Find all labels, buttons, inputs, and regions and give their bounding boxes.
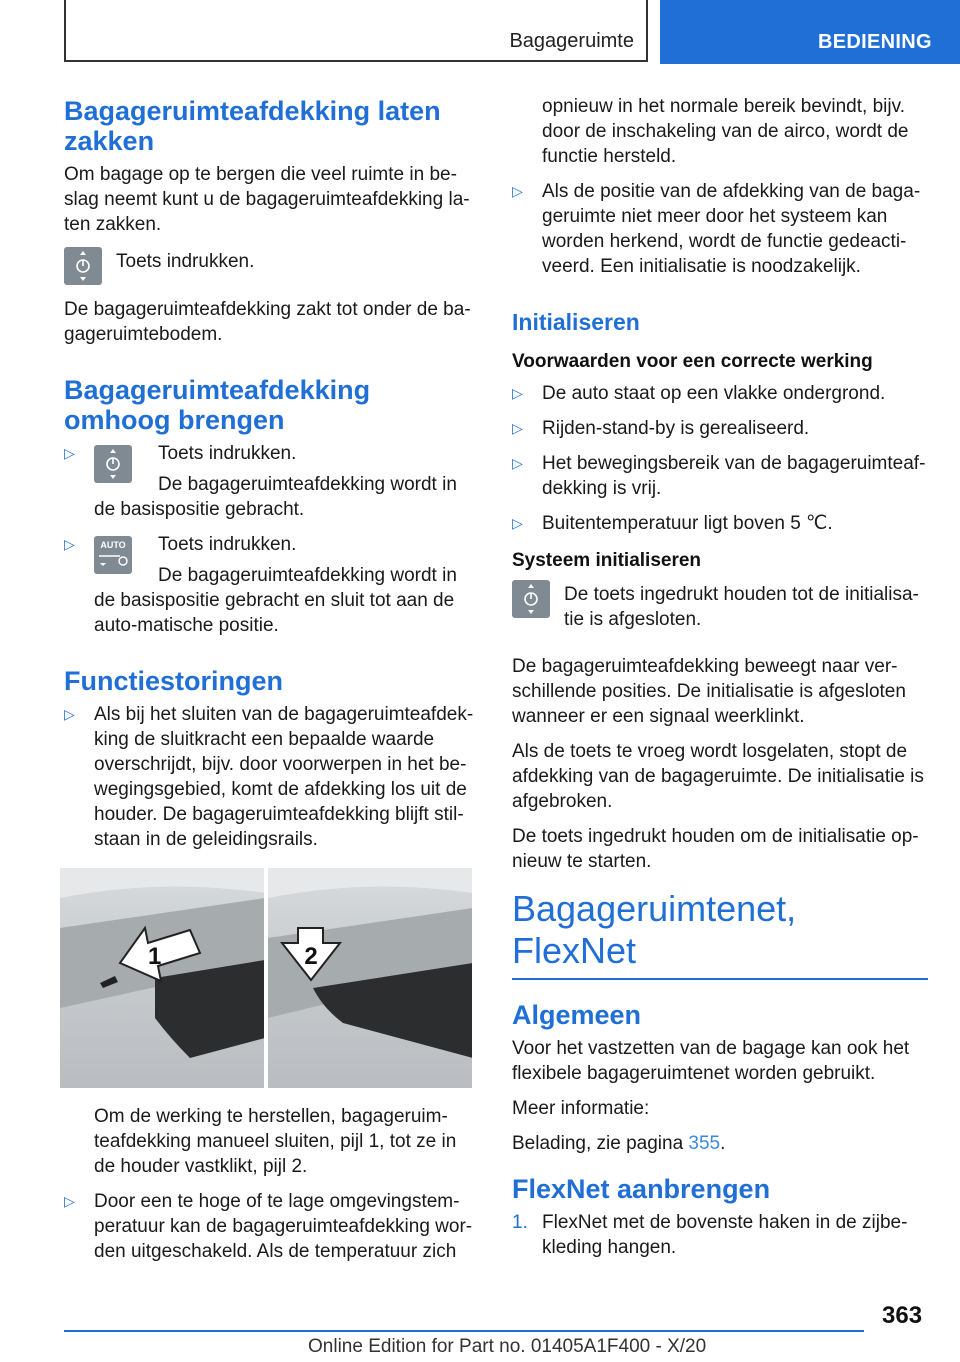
list-item-text: Rijden-stand-by is gerealiseerd. bbox=[542, 418, 810, 439]
paragraph: De bagageruimteafdekking zakt tot onder de ba-gageruimtebodem. bbox=[64, 299, 471, 345]
list-item bbox=[64, 702, 476, 852]
list-item-text: FlexNet met de bovenste haken in de zijbe-kleding hangen. bbox=[542, 1212, 908, 1258]
list-item-text: Buitentemperatuur ligt boven 5 ℃. bbox=[542, 513, 833, 534]
list-item bbox=[512, 451, 928, 501]
paragraph: De toets ingedrukt houden om de initialisatie op-nieuw te starten. bbox=[512, 826, 919, 872]
bullet-triangle-icon: ▷ bbox=[64, 1193, 75, 1209]
cover-button-icon bbox=[64, 247, 102, 285]
heading-lower-cover: Bagageruimteafdekking laten zakken bbox=[64, 96, 441, 156]
list-item-text: Toets indrukken. bbox=[158, 534, 297, 555]
bullet-triangle-icon: ▷ bbox=[64, 536, 75, 552]
reference-text: Belading, zie pagina bbox=[512, 1133, 689, 1154]
reference-suffix: . bbox=[720, 1133, 726, 1154]
bullet-triangle-icon: ▷ bbox=[512, 420, 523, 436]
subheading-initialize-system: Systeem initialiseren bbox=[512, 550, 702, 571]
list-item-text: Het bewegingsbereik van de bagageruimteaf-dekking is vrij. bbox=[542, 453, 926, 499]
list-item bbox=[512, 381, 928, 406]
arrow-label-2: 2 bbox=[304, 943, 318, 970]
right-column bbox=[512, 94, 928, 1270]
header-chapter-tab bbox=[660, 0, 960, 64]
list-item-text: Toets indrukken. bbox=[158, 443, 297, 464]
paragraph: Om bagage op te bergen die veel ruimte in be-slag neemt kunt u de bagageruimteafdekking la-ten zakken. bbox=[64, 164, 470, 235]
icon-instruction bbox=[512, 580, 928, 642]
illustration-cover-holder bbox=[60, 868, 472, 1088]
list-item bbox=[512, 416, 928, 441]
cover-button-icon bbox=[512, 580, 550, 618]
cover-button-icon bbox=[94, 445, 132, 483]
list-item-text: De auto staat op een vlakke ondergrond. bbox=[542, 383, 886, 404]
photo-arrow-2 bbox=[268, 868, 472, 1088]
auto-button-icon bbox=[94, 536, 132, 574]
paragraph: Als de toets te vroeg wordt losgelaten, stopt de afdekking van de bagageruimte. De initialisatie is afgebroken. bbox=[512, 741, 924, 812]
heading-general: Algemeen bbox=[512, 1000, 642, 1030]
list-item bbox=[64, 532, 476, 638]
list-item-text: Als bij het sluiten van de bagageruimteafdek-king de sluitkracht een bepaalde waarde overschrijdt, bijv. door voorwerpen in het be-wegingsgebied, komt de afdekking los uit de houder. De bagageruimteafdekking blijft stil-staan in de geleidingsrails. bbox=[94, 704, 474, 850]
bullet-triangle-icon: ▷ bbox=[512, 515, 523, 531]
heading-initialize: Initialiseren bbox=[512, 309, 640, 335]
paragraph-reference bbox=[512, 1131, 928, 1156]
header-box bbox=[64, 0, 648, 62]
page-number: 363 bbox=[882, 1302, 923, 1329]
bullet-triangle-icon: ▷ bbox=[512, 385, 523, 401]
paragraph: Om de werking te herstellen, bagageruim-teafdekking manueel sluiten, pijl 1, tot ze in de houder vastklikt, pijl 2. bbox=[94, 1106, 457, 1177]
paragraph: De bagageruimteafdekking beweegt naar ver-schillende posities. De initialisatie is afgesloten wanneer er een signaal weerklinkt. bbox=[512, 656, 906, 727]
footer-edition: Online Edition for Part no. 01405A1F400 - X/20 bbox=[308, 1336, 707, 1357]
arrow-label-1: 1 bbox=[148, 943, 162, 970]
list-item bbox=[512, 511, 928, 536]
bullet-triangle-icon: ▷ bbox=[512, 455, 523, 471]
list-item bbox=[64, 441, 476, 522]
heading-malfunctions: Functiestoringen bbox=[64, 666, 284, 696]
list-item-text: De bagageruimteafdekking wordt in de basispositie gebracht en sluit tot aan de auto-matische positie. bbox=[94, 565, 457, 636]
photo-arrow-1 bbox=[60, 868, 264, 1088]
list-item bbox=[512, 179, 928, 279]
left-column bbox=[64, 96, 476, 1274]
icon-instruction-text: De toets ingedrukt houden tot de initialisa-tie is afgesloten. bbox=[564, 584, 919, 630]
footer-divider bbox=[64, 1330, 864, 1332]
bullet-triangle-icon: ▷ bbox=[512, 183, 523, 199]
header-section-title: Bagageruimte bbox=[509, 30, 634, 52]
list-item-text: Door een te hoge of te lage omgevingstem-peratuur kan de bagageruimteafdekking wor-den uitgeschakeld. Als de temperatuur zich bbox=[94, 1191, 473, 1262]
paragraph: opnieuw in het normale bereik bevindt, bijv. door de inschakeling van de airco, wordt de functie hersteld. bbox=[542, 96, 909, 167]
step-number: 1. bbox=[512, 1212, 528, 1233]
bullet-triangle-icon: ▷ bbox=[64, 445, 75, 461]
heading-flexnet-install: FlexNet aanbrengen bbox=[512, 1174, 771, 1204]
paragraph: Voor het vastzetten van de bagage kan ook het flexibele bagageruimtenet worden gebruikt. bbox=[512, 1038, 910, 1084]
heading-raise-cover: Bagageruimteafdekking omhoog brengen bbox=[64, 375, 371, 435]
paragraph: Meer informatie: bbox=[512, 1098, 650, 1119]
auto-button-label: AUTO bbox=[100, 540, 126, 550]
page-link[interactable]: 355 bbox=[688, 1133, 721, 1154]
list-item-text: Als de positie van de afdekking van de baga-geruimte niet meer door het systeem kan worden herkend, wordt de functie gedeacti-veerd. Een initialisatie is noodzakelijk. bbox=[542, 181, 921, 277]
list-item-text: De bagageruimteafdekking wordt in de basispositie gebracht. bbox=[94, 474, 457, 520]
list-item bbox=[64, 1189, 476, 1264]
subheading-conditions: Voorwaarden voor een correcte werking bbox=[512, 351, 873, 372]
icon-instruction-text: Toets indrukken. bbox=[116, 251, 255, 272]
icon-instruction bbox=[64, 247, 476, 285]
bullet-triangle-icon: ▷ bbox=[64, 706, 75, 722]
list-item bbox=[512, 1210, 928, 1260]
header-chapter-label: BEDIENING bbox=[818, 31, 932, 53]
heading-flexnet: Bagageruimtenet, FlexNet bbox=[512, 888, 928, 980]
